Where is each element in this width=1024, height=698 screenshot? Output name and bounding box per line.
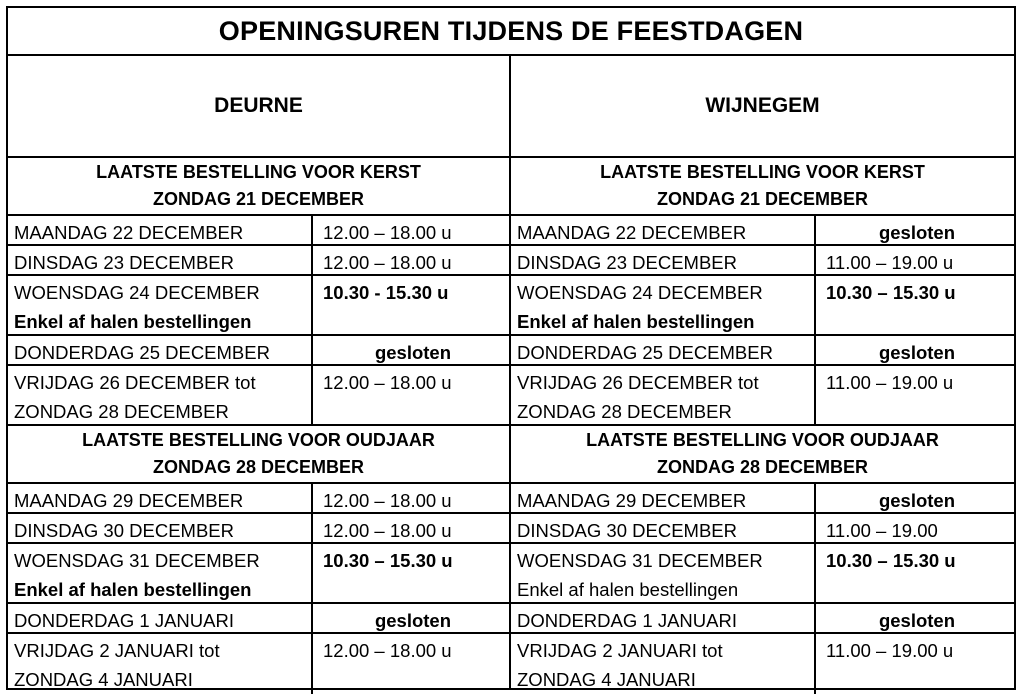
day-note: Enkel af halen bestellingen [517,579,739,600]
day-cell [511,634,816,694]
day-note: Enkel af halen bestellingen [14,579,252,600]
time-cell: 12.00 – 18.00 u [323,222,452,243]
section-header-oudjaar [8,426,509,484]
column-wijnegem [511,56,1014,690]
table-row [511,544,1014,604]
day-label: WOENSDAG 31 DECEMBER [517,550,763,571]
table-row [511,514,1014,544]
day-cell [8,544,313,602]
time-cell: gesloten [878,610,956,631]
day-label: VRIJDAG 2 JANUARI tot [517,640,723,661]
time-cell: 11.00 – 19.00 u [826,372,954,393]
section-title: LAATSTE BESTELLING VOOR KERST [600,162,925,182]
section-date: ZONDAG 28 DECEMBER [152,457,365,477]
page-title: OPENINGSUREN TIJDENS DE FEESTDAGEN [8,8,1014,56]
day-cell: DONDERDAG 1 JANUARI [8,604,313,632]
time-cell: gesloten [374,610,452,631]
table-row [511,604,1014,634]
table-row [8,544,509,604]
day-label-end: ZONDAG 28 DECEMBER [14,401,229,422]
time-cell: gesloten [878,222,956,243]
time-cell: 12.00 – 18.00 u [323,520,452,541]
table-row [8,216,509,246]
day-note: Enkel af halen bestellingen [517,311,755,332]
table-row [511,216,1014,246]
day-cell [511,544,816,602]
time-cell: 10.30 – 15.30 u [826,282,956,303]
table-row [511,634,1014,694]
day-label: VRIJDAG 26 DECEMBER tot [517,372,759,393]
day-cell: MAANDAG 29 DECEMBER [8,484,313,512]
table-row [8,514,509,544]
time-cell: gesloten [878,342,956,363]
day-label: VRIJDAG 2 JANUARI tot [14,640,220,661]
day-cell: MAANDAG 29 DECEMBER [511,484,816,512]
table-row [511,336,1014,366]
section-title: LAATSTE BESTELLING VOOR OUDJAAR [586,430,939,450]
day-cell [8,634,313,694]
day-label: VRIJDAG 26 DECEMBER tot [14,372,256,393]
day-cell: MAANDAG 22 DECEMBER [511,216,816,244]
table-row [8,276,509,336]
section-title: LAATSTE BESTELLING VOOR KERST [96,162,421,182]
time-cell: 10.30 – 15.30 u [826,550,956,571]
day-cell: MAANDAG 22 DECEMBER [8,216,313,244]
day-cell: DINSDAG 23 DECEMBER [511,246,816,274]
day-cell: DONDERDAG 1 JANUARI [511,604,816,632]
table-row [8,366,509,426]
table-row [8,336,509,366]
time-cell: gesloten [878,490,956,511]
section-date: ZONDAG 28 DECEMBER [656,457,869,477]
table-row [511,246,1014,276]
section-header-oudjaar [511,426,1014,484]
day-cell [8,276,313,334]
time-cell: gesloten [374,342,452,363]
day-cell: DINSDAG 30 DECEMBER [511,514,816,542]
time-cell: 11.00 – 19.00 [826,520,938,541]
column-deurne [8,56,511,690]
day-cell [511,276,816,334]
day-cell [8,366,313,424]
location-header: DEURNE [8,56,509,158]
schedule-table [6,6,1016,690]
time-cell: 12.00 – 18.00 u [323,252,452,273]
table-row [8,634,509,694]
section-header-kerst [511,158,1014,216]
time-cell: 11.00 – 19.00 u [826,640,954,661]
table-row [8,604,509,634]
time-cell: 12.00 – 18.00 u [323,640,452,661]
section-date: ZONDAG 21 DECEMBER [656,189,869,209]
day-cell: DINSDAG 30 DECEMBER [8,514,313,542]
table-row [511,366,1014,426]
day-label: WOENSDAG 31 DECEMBER [14,550,260,571]
table-row [8,246,509,276]
day-cell: DINSDAG 23 DECEMBER [8,246,313,274]
day-label-end: ZONDAG 28 DECEMBER [517,401,732,422]
time-cell: 11.00 – 19.00 u [826,252,954,273]
section-title: LAATSTE BESTELLING VOOR OUDJAAR [82,430,435,450]
time-cell: 12.00 – 18.00 u [323,490,452,511]
time-cell: 10.30 - 15.30 u [323,282,449,303]
location-header: WIJNEGEM [511,56,1014,158]
day-note: Enkel af halen bestellingen [14,311,252,332]
day-cell [511,366,816,424]
table-row [8,484,509,514]
section-header-kerst [8,158,509,216]
day-label-end: ZONDAG 4 JANUARI [14,669,193,690]
section-date: ZONDAG 21 DECEMBER [152,189,365,209]
time-cell: 12.00 – 18.00 u [323,372,452,393]
day-cell: DONDERDAG 25 DECEMBER [511,336,816,364]
time-cell: 10.30 – 15.30 u [323,550,453,571]
table-row [511,484,1014,514]
day-label-end: ZONDAG 4 JANUARI [517,669,696,690]
day-label: WOENSDAG 24 DECEMBER [14,282,260,303]
day-cell: DONDERDAG 25 DECEMBER [8,336,313,364]
table-row [511,276,1014,336]
day-label: WOENSDAG 24 DECEMBER [517,282,763,303]
